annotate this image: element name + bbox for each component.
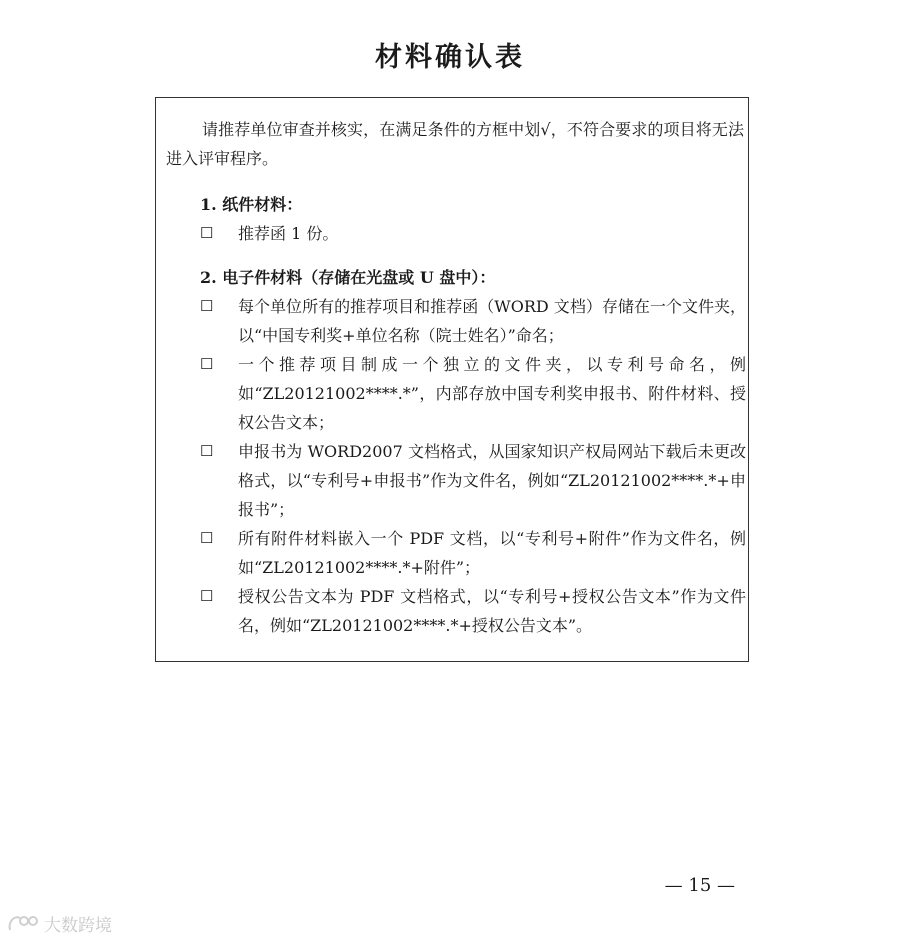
section-title-paper: 1. 纸件材料： [200, 195, 303, 214]
checklist-item-grant-publication-pdf [200, 582, 746, 640]
watermark-text: 大数跨境 [44, 915, 112, 936]
checklist-item-attachments-pdf [200, 524, 746, 582]
checklist-item-text: 推荐函 1 份。 [238, 224, 339, 243]
brand-logo-icon [6, 912, 40, 934]
checkbox-icon[interactable]: ☐ [200, 442, 214, 460]
checklist-item-text: 授权公告文本为 PDF 文档格式，以“专利号+授权公告文本”作为文件名，例如“ZL20121002****.*+授权公告文本”。 [238, 587, 746, 635]
checklist-item-text: 一个推荐项目制成一个独立的文件夹，以专利号命名，例如“ZL20121002****.*”，内部存放中国专利奖申报书、附件材料、授权公告文本； [238, 355, 746, 432]
checkbox-icon[interactable]: ☐ [200, 224, 214, 242]
checklist-item-text: 申报书为 WORD2007 文档格式，从国家知识产权局网站下载后未更改格式，以“专利号+申报书”作为文件名，例如“ZL20121002****.*+申报书”； [238, 442, 746, 519]
intro-paragraph: 请推荐单位审查并核实，在满足条件的方框中划√，不符合要求的项目将无法进入评审程序。 [166, 120, 744, 168]
checklist-item-text: 每个单位所有的推荐项目和推荐函（WORD 文档）存储在一个文件夹，以“中国专利奖+单位名称（院士姓名）”命名； [238, 297, 746, 345]
page-title: 材料确认表 [375, 42, 525, 73]
checklist-item-recommendation-letter [200, 219, 746, 248]
checklist-item-text: 所有附件材料嵌入一个 PDF 文档，以“专利号+附件”作为文件名，例如“ZL20121002****.*+附件”； [238, 529, 746, 577]
checkbox-icon[interactable]: ☐ [200, 587, 214, 605]
section-title-electronic: 2. 电子件材料（存储在光盘或 U 盘中）： [200, 268, 496, 287]
watermark [6, 908, 112, 938]
checkbox-icon[interactable]: ☐ [200, 297, 214, 315]
checklist-item-project-folder [200, 350, 746, 437]
checklist-item-application-format [200, 437, 746, 524]
checkbox-icon[interactable]: ☐ [200, 355, 214, 373]
checklist-item-folder-naming [200, 292, 746, 350]
confirmation-form-box [155, 97, 749, 662]
page-number: — 15 — [664, 875, 735, 896]
checkbox-icon[interactable]: ☐ [200, 529, 214, 547]
